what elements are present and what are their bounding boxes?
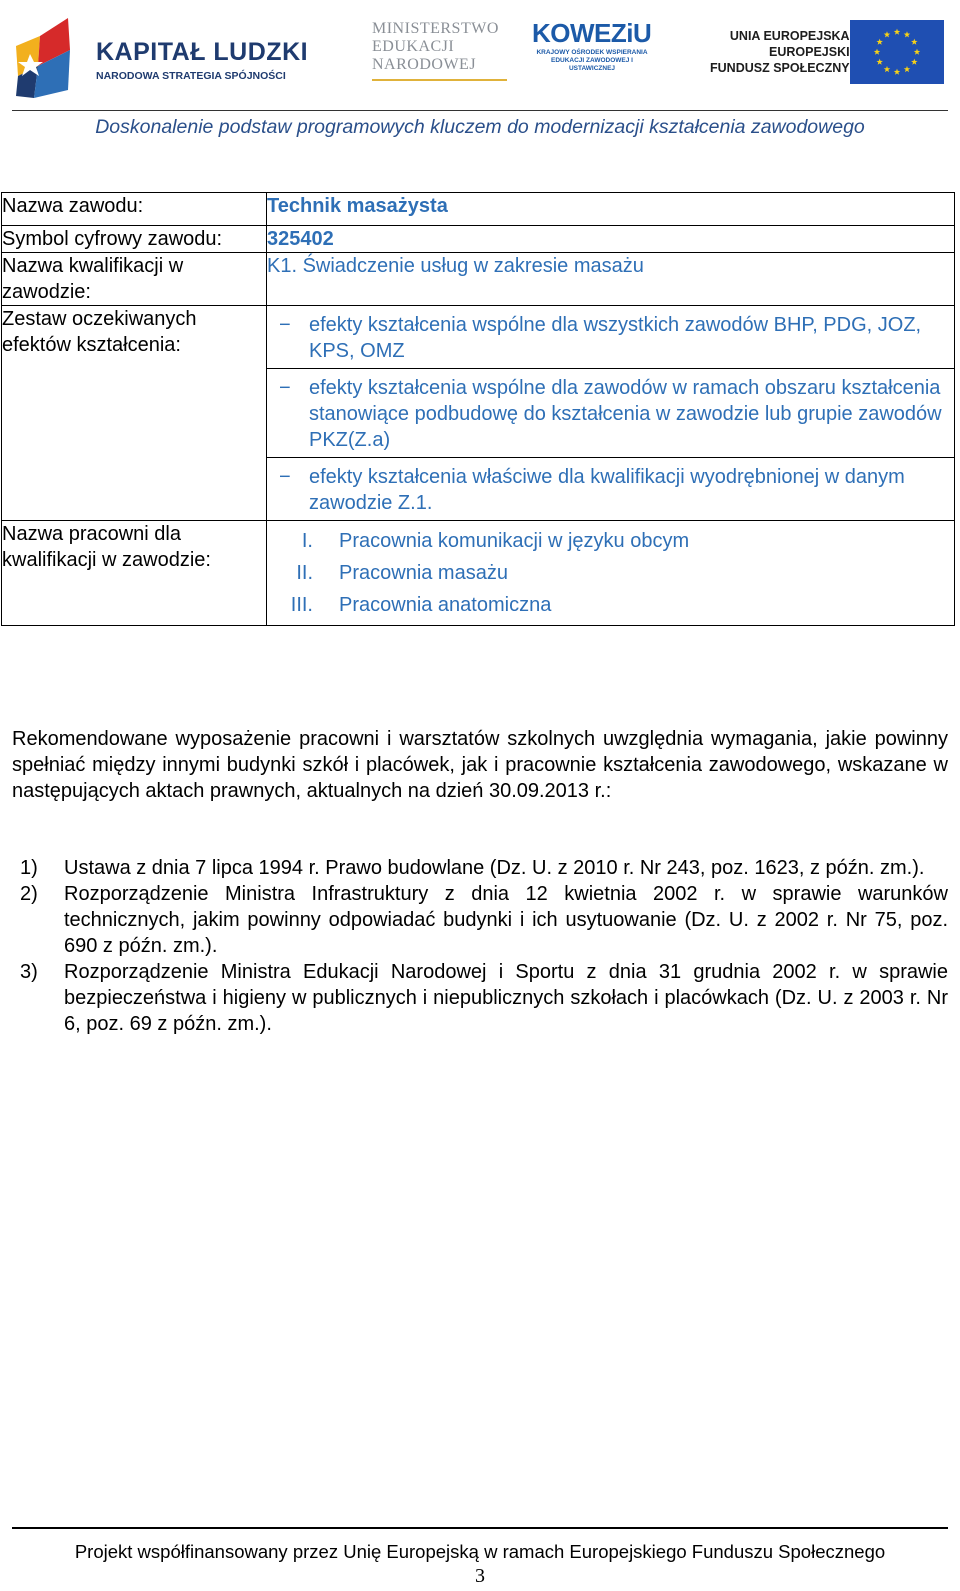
outcomes-label: Zestaw oczekiwanych efektów kształcenia: bbox=[2, 306, 267, 521]
rooms-label: Nazwa pracowni dla kwalifikacji w zawodzie: bbox=[2, 521, 267, 626]
outcome-cell bbox=[267, 306, 955, 369]
outcome-cell bbox=[267, 369, 955, 458]
eu-logo-text bbox=[710, 28, 850, 76]
intro-paragraph: Rekomendowane wyposażenie pracowni i warsztatów szkolnych uwzględnia wymagania, jakie powinny spełniać między innymi budynki szkół i placówek, jak i pracownie kształcenia zawodowego, wskazane w następujących aktach prawnych, aktualnych na dzień 30.09.2013 r.: bbox=[12, 728, 948, 802]
room-item bbox=[279, 589, 944, 621]
ministry-line: MINISTERSTWO bbox=[372, 20, 499, 37]
dash-bullet: − bbox=[279, 377, 291, 399]
room-name: Pracownia masażu bbox=[339, 562, 508, 584]
act-number: 3) bbox=[20, 961, 38, 983]
symbol-value: 325402 bbox=[267, 226, 955, 253]
outcome-text: efekty kształcenia wspólne dla zawodów w ramach obszaru kształcenia stanowiące podbudowę do kształcenia w zawodzie lub grupie zawodów PKZ(Z.a) bbox=[309, 377, 942, 451]
symbol-label: Symbol cyfrowy zawodu: bbox=[2, 226, 267, 253]
footer-divider bbox=[12, 1527, 948, 1529]
act-number: 1) bbox=[20, 857, 38, 879]
eu-line: FUNDUSZ SPOŁECZNY bbox=[710, 61, 850, 75]
page-number: 3 bbox=[475, 1565, 485, 1587]
header-divider bbox=[12, 110, 948, 111]
room-name: Pracownia anatomiczna bbox=[339, 594, 552, 616]
koweziu-subtitle-line: KRAJOWY OŚRODEK WSPIERANIA bbox=[536, 49, 648, 56]
koweziu-logo bbox=[532, 18, 652, 73]
kapital-ludzki-logo bbox=[96, 38, 308, 82]
list-item bbox=[12, 959, 948, 1037]
kapital-ludzki-title: KAPITAŁ LUDZKI bbox=[96, 38, 309, 66]
koweziu-title: KOWEZiU bbox=[532, 18, 652, 48]
act-text: Ustawa z dnia 7 lipca 1994 r. Prawo budowlane (Dz. U. z 2010 r. Nr 243, poz. 1623, z późn. zm.). bbox=[64, 857, 925, 879]
room-number: II. bbox=[296, 562, 313, 584]
act-number: 2) bbox=[20, 883, 38, 905]
outcome-item bbox=[267, 306, 954, 368]
running-title: Doskonalenie podstaw programowych kluczem do modernizacji kształcenia zawodowego bbox=[95, 116, 865, 138]
room-name: Pracownia komunikacji w języku obcym bbox=[339, 530, 690, 552]
profession-info-table bbox=[1, 192, 955, 626]
kapital-ludzki-subtitle: NARODOWA STRATEGIA SPÓJNOŚCI bbox=[96, 70, 286, 82]
act-text: Rozporządzenie Ministra Edukacji Narodowej i Sportu z dnia 31 grudnia 2002 r. w sprawie bezpieczeństwa i higieny w publicznych i niepublicznych szkołach i placówkach (Dz. U. z 2003 r. Nr 6, poz. 69 z późn. zm.). bbox=[64, 961, 948, 1035]
profession-label: Nazwa zawodu: bbox=[2, 193, 267, 226]
list-item bbox=[12, 881, 948, 959]
koweziu-subtitle-line: EDUKACJI ZAWODOWEJ I USTAWICZNEJ bbox=[551, 57, 633, 72]
list-item bbox=[12, 855, 948, 881]
outcome-item bbox=[267, 458, 954, 520]
qualification-label: Nazwa kwalifikacji w zawodzie: bbox=[2, 253, 267, 306]
qualification-value: K1. Świadczenie usług w zakresie masażu bbox=[267, 253, 955, 306]
outcome-text: efekty kształcenia właściwe dla kwalifikacji wyodrębnionej w danym zawodzie Z.1. bbox=[309, 466, 905, 514]
ministry-underline bbox=[372, 79, 507, 81]
ministry-line: EDUKACJI bbox=[372, 38, 455, 55]
outcome-item bbox=[267, 369, 954, 457]
ministry-line: NARODOWEJ bbox=[372, 56, 477, 73]
room-item bbox=[279, 525, 944, 557]
table-row bbox=[2, 193, 955, 226]
legal-acts-list bbox=[12, 855, 948, 1037]
eu-flag-icon bbox=[850, 20, 944, 84]
table-row bbox=[2, 306, 955, 369]
room-number: III. bbox=[290, 594, 313, 616]
table-row bbox=[2, 226, 955, 253]
room-item bbox=[279, 557, 944, 589]
profession-value: Technik masażysta bbox=[267, 193, 955, 226]
eu-line: UNIA EUROPEJSKA bbox=[729, 29, 850, 43]
table-row bbox=[2, 253, 955, 306]
act-text: Rozporządzenie Ministra Infrastruktury z dnia 12 kwietnia 2002 r. w sprawie warunków technicznych, jakim powinny odpowiadać budynki i ich usytuowanie (Dz. U. z 2002 r. Nr 75, poz. 690 z późn. zm.). bbox=[64, 883, 948, 957]
dash-bullet: − bbox=[279, 314, 291, 336]
outcome-cell bbox=[267, 458, 955, 521]
kapital-ludzki-emblem-icon bbox=[12, 6, 74, 100]
ministry-logo bbox=[372, 20, 499, 74]
dash-bullet: − bbox=[279, 466, 291, 488]
table-row bbox=[2, 521, 955, 626]
rooms-cell bbox=[267, 521, 955, 626]
room-number: I. bbox=[301, 530, 313, 552]
rooms-list bbox=[267, 521, 954, 625]
outcome-text: efekty kształcenia wspólne dla wszystkich zawodów BHP, PDG, JOZ, KPS, OMZ bbox=[309, 314, 922, 362]
footer-text: Projekt współfinansowany przez Unię Europejską w ramach Europejskiego Funduszu Społecznego bbox=[74, 1541, 886, 1562]
header-logos bbox=[0, 0, 960, 108]
eu-line: EUROPEJSKI bbox=[769, 45, 850, 59]
